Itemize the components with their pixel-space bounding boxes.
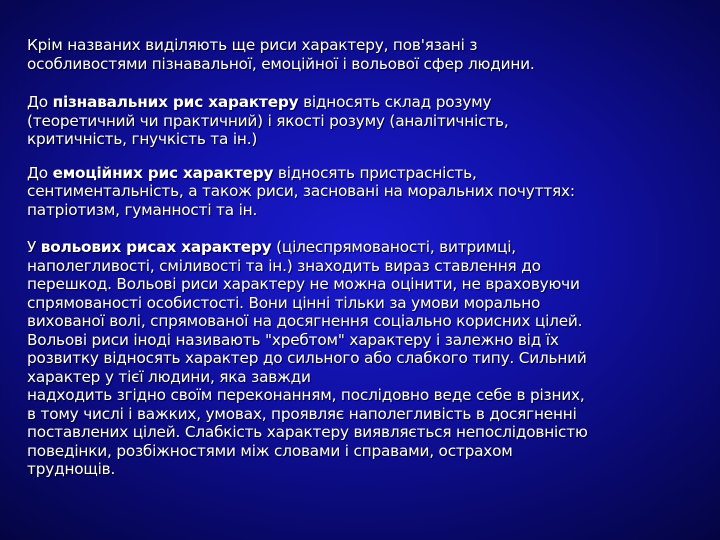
text-line: патріотизм, гуманності та ін. <box>27 200 258 219</box>
lead-word: До <box>27 163 53 182</box>
text-line: наполегливості, сміливості та ін.) знаходить вираз ставлення до <box>27 256 541 275</box>
paragraph-volitional-traits <box>27 238 699 479</box>
line-rest: (цілеспрямованості, витримці, <box>271 238 516 256</box>
text-line: поставлених цілей. Слабкість характеру виявляється непослідовністю <box>27 423 588 441</box>
text-line: надходить згідно своїм переконанням, послідовно веде себе в різних, <box>27 386 585 404</box>
text-line: поведінки, розбіжностями між словами і справами, острахом <box>27 441 513 460</box>
text-line: спрямованості особистості. Вони цінні тільки за умови морально <box>27 293 541 312</box>
text-line: Крім названих виділяють ще риси характеру, пов'язані з <box>27 36 478 54</box>
text-line: (теоретичний чи практичний) і якості розуму (аналітичність, <box>27 111 509 130</box>
paragraph-emotional-traits <box>27 164 699 220</box>
term-emotional-traits: емоційних рис характеру <box>52 163 274 182</box>
paragraph-cognitive-traits <box>27 93 699 149</box>
text-line: розвитку відносять характер до сильного або слабкого типу. Сильний <box>27 349 587 367</box>
text-line <box>27 164 699 183</box>
lead-word: У <box>27 238 41 256</box>
text-line: перешкод. Вольові риси характеру не можна оцінити, не враховуючи <box>27 275 580 293</box>
text-line: вихованої волі, спрямованої на досягнення соціально корисних цілей. <box>27 312 583 330</box>
text-line: характер у тієї людини, яка завжди <box>27 367 311 386</box>
paragraph-intro <box>27 36 699 73</box>
term-cognitive-traits: пізнавальних рис характеру <box>52 93 299 111</box>
text-line: в тому числі і важких, умовах, проявляє наполегливість в досягненні <box>27 404 577 423</box>
term-volitional-traits: вольових рисах характеру <box>40 238 272 256</box>
text-line <box>27 93 699 112</box>
line-rest: відносять пристрасність, <box>273 163 477 182</box>
text-line: Вольові риси іноді називають "хребтом" характеру і залежно від їх <box>27 330 559 349</box>
slide-body-text <box>27 36 699 479</box>
line-rest: відносять склад розуму <box>298 93 492 111</box>
text-line: критичність, гнучкість та ін.) <box>27 130 258 148</box>
text-line: труднощів. <box>27 460 116 478</box>
text-line <box>27 238 699 257</box>
text-line: сентиментальність, а також риси, засновані на моральних почуттях: <box>27 182 575 200</box>
lead-word: До <box>27 93 53 111</box>
text-line: особливостями пізнавальної, емоційної і вольової сфер людини. <box>27 54 535 73</box>
